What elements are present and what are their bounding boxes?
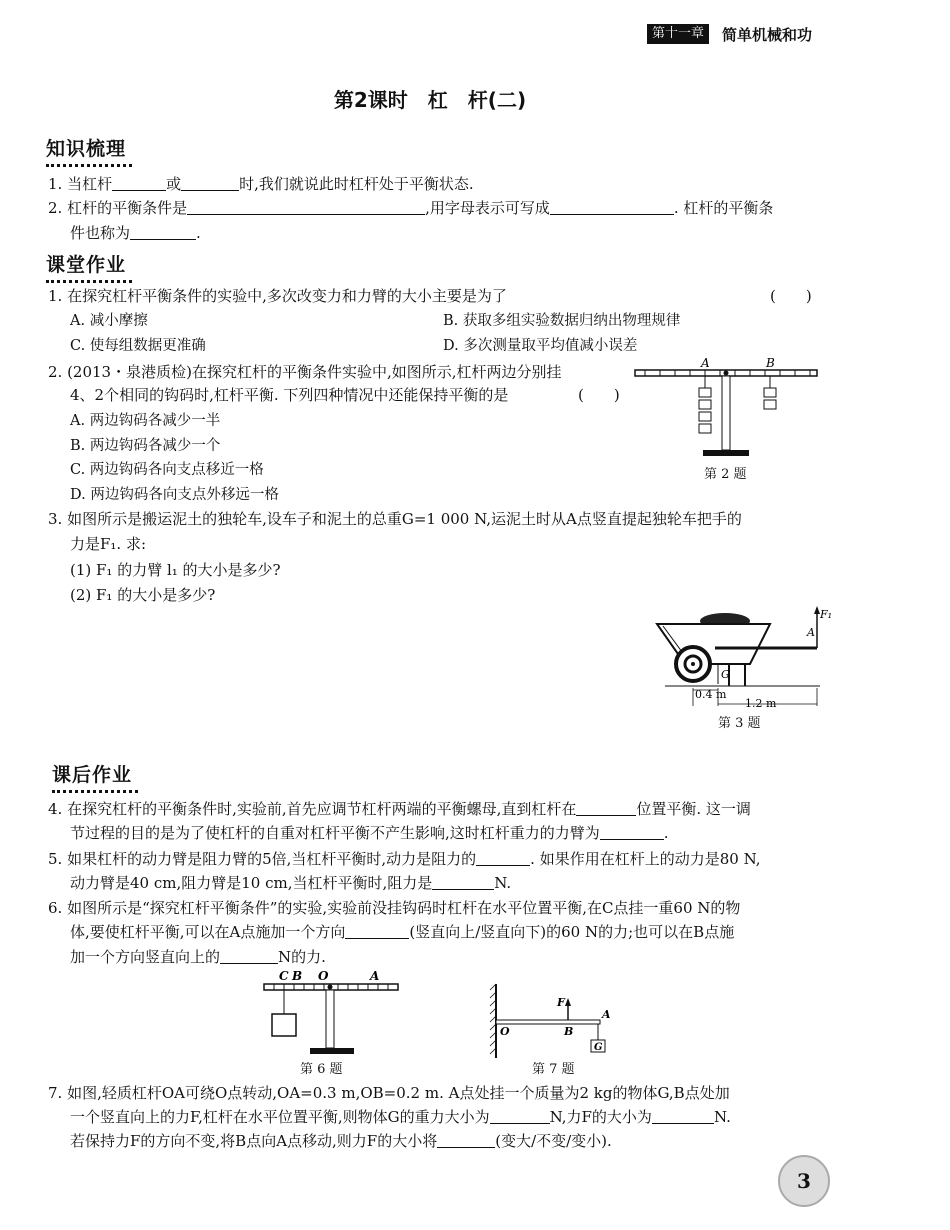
label-b: B — [766, 356, 775, 370]
q2-option-b[interactable]: B. 两边钩码各减少一个 — [70, 438, 221, 454]
text: 节过程的目的是为了使杠杆的自重对杠杆平衡不产生影响,这时杠杆重力的力臂为 — [70, 824, 600, 842]
text: 加一个方向竖直向上的 — [70, 948, 221, 966]
text: 5. 如果杠杆的动力臂是阻力臂的5倍,当杠杆平衡时,动力是阻力的 — [48, 850, 477, 868]
text: 一个竖直向上的力F,杠杆在水平位置平衡,则物体G的重力大小为 — [70, 1108, 490, 1126]
text: ,用字母表示可写成 — [425, 199, 550, 217]
text: 1. 当杠杆 — [48, 175, 113, 193]
page-number: 3 — [778, 1155, 830, 1207]
label-b: B — [292, 969, 303, 983]
q1-stem: 1. 在探究杠杆平衡条件的实验中,多次改变力和力臂的大小主要是为了 — [48, 287, 507, 305]
knowledge-item-1 — [48, 173, 474, 195]
text: N. — [494, 874, 512, 892]
knowledge-item-2 — [48, 197, 773, 219]
blank[interactable] — [437, 1131, 495, 1148]
knowledge-item-2-cont — [70, 222, 201, 244]
section-knowledge: 知识梳理 — [46, 134, 126, 161]
q2-stem-2: 4、2个相同的钩码时,杠杆平衡. 下列四种情况中还能保持平衡的是 — [70, 386, 509, 404]
q7-line-2 — [70, 1106, 731, 1128]
q3-sub-2: (2) F₁ 的大小是多少? — [70, 586, 216, 604]
text: N,力F的大小为 — [549, 1108, 652, 1126]
q3-stem-1: 3. 如图所示是搬运泥土的独轮车,设车子和泥土的总重G=1 000 N,运泥土时从A点竖直提起独轮车把手的 — [48, 510, 742, 528]
blank[interactable] — [652, 1107, 714, 1124]
figure-6-lever — [260, 966, 405, 1058]
figure-3-caption: 第 3 题 — [718, 716, 761, 731]
q3-stem-2: 力是F₁. 求: — [70, 535, 147, 553]
text: 或 — [166, 175, 182, 193]
text: 2. 杠杆的平衡条件是 — [48, 199, 188, 217]
q5-line-1 — [48, 848, 761, 870]
blank[interactable] — [476, 849, 530, 866]
label-o: O — [500, 1025, 510, 1038]
q2-option-c[interactable]: C. 两边钩码各向支点移近一格 — [70, 462, 264, 478]
label-a: A — [370, 969, 380, 983]
q1-option-c[interactable]: C. 使每组数据更准确 — [70, 338, 206, 354]
label-f: F — [557, 996, 565, 1009]
q5-line-2 — [70, 872, 511, 894]
blank[interactable] — [187, 198, 425, 215]
chapter-badge: 第十一章 — [647, 24, 709, 44]
dim-12: 1.2 m — [745, 697, 777, 710]
blank[interactable] — [130, 223, 196, 240]
text: 件也称为 — [70, 224, 131, 242]
blank[interactable] — [432, 873, 494, 890]
q2-option-a[interactable]: A. 两边钩码各减少一半 — [70, 413, 221, 429]
q1-option-a[interactable]: A. 减小摩擦 — [70, 313, 148, 329]
text: N. — [713, 1108, 731, 1126]
blank[interactable] — [220, 947, 278, 964]
q6-line-3 — [70, 946, 326, 968]
blank[interactable] — [112, 174, 166, 191]
text: 若保持力F的方向不变,将B点向A点移动,则力F的大小将 — [70, 1132, 438, 1150]
q1-option-b[interactable]: B. 获取多组实验数据归纳出物理规律 — [443, 313, 681, 329]
figure-2-lever — [635, 356, 820, 464]
label-a: A — [602, 1008, 611, 1021]
text: 体,要使杠杆平衡,可以在A点施加一个方向 — [70, 923, 346, 941]
text: . 杠杆的平衡条 — [673, 199, 774, 217]
q2-stem-1: 2. (2013・泉港质检)在探究杠杆的平衡条件实验中,如图所示,杠杆两边分别挂 — [48, 363, 562, 381]
q1-option-d[interactable]: D. 多次测量取平均值减小误差 — [443, 338, 638, 354]
label-a: A — [807, 626, 815, 639]
dim-04: 0.4 m — [695, 688, 727, 701]
text: . 如果作用在杠杆上的动力是80 N, — [530, 850, 761, 868]
label-o: O — [318, 969, 329, 983]
text: (竖直向上/竖直向下)的60 N的力;也可以在B点施 — [409, 923, 735, 941]
figure-6-caption: 第 6 题 — [300, 1062, 343, 1077]
q7-line-3 — [70, 1130, 612, 1152]
text: . — [196, 224, 201, 242]
label-g: G — [594, 1042, 603, 1053]
q6-line-2 — [70, 921, 734, 943]
section-classwork: 课堂作业 — [46, 250, 126, 277]
text: N的力. — [278, 948, 326, 966]
q2-option-d[interactable]: D. 两边钩码各向支点外移远一格 — [70, 487, 279, 503]
text: 动力臂是40 cm,阻力臂是10 cm,当杠杆平衡时,阻力是 — [70, 874, 433, 892]
q4-line-2 — [70, 822, 669, 844]
text: 时,我们就说此时杠杆处于平衡状态. — [239, 175, 474, 193]
q4-line-1 — [48, 798, 751, 820]
blank[interactable] — [576, 799, 636, 816]
section-homework: 课后作业 — [52, 760, 132, 787]
figure-7-caption: 第 7 题 — [532, 1062, 575, 1077]
figure-3-wheelbarrow — [655, 606, 833, 714]
label-c: C — [279, 969, 289, 983]
figure-7-lever — [488, 984, 618, 1060]
blank[interactable] — [550, 198, 674, 215]
q7-line-1: 7. 如图,轻质杠杆OA可绕O点转动,OA=0.3 m,OB=0.2 m. A点处挂一个质量为2 kg的物体G,B点处加 — [48, 1084, 730, 1102]
q3-sub-1: (1) F₁ 的力臂 l₁ 的大小是多少? — [70, 561, 281, 579]
q1-answer-paren[interactable]: ( ) — [770, 287, 812, 305]
label-f1: F₁ — [820, 608, 833, 621]
q2-answer-paren[interactable]: ( ) — [578, 386, 620, 404]
text: 位置平衡. 这一调 — [636, 800, 751, 818]
chapter-title: 简单机械和功 — [722, 26, 813, 44]
label-a: A — [701, 356, 710, 370]
page-title: 第2课时 杠 杆(二) — [333, 88, 527, 112]
blank[interactable] — [345, 922, 409, 939]
text: . — [663, 824, 669, 842]
text: (变大/不变/变小). — [495, 1132, 612, 1150]
figure-2-caption: 第 2 题 — [704, 467, 747, 482]
blank[interactable] — [490, 1107, 550, 1124]
blank[interactable] — [600, 823, 664, 840]
label-b: B — [564, 1025, 574, 1038]
label-g: G — [721, 668, 730, 681]
text: 4. 在探究杠杆的平衡条件时,实验前,首先应调节杠杆两端的平衡螺母,直到杠杆在 — [48, 800, 577, 818]
q6-line-1: 6. 如图所示是“探究杠杆平衡条件”的实验,实验前没挂钩码时杠杆在水平位置平衡,在C点挂一重60 N的物 — [48, 899, 741, 917]
blank[interactable] — [181, 174, 239, 191]
